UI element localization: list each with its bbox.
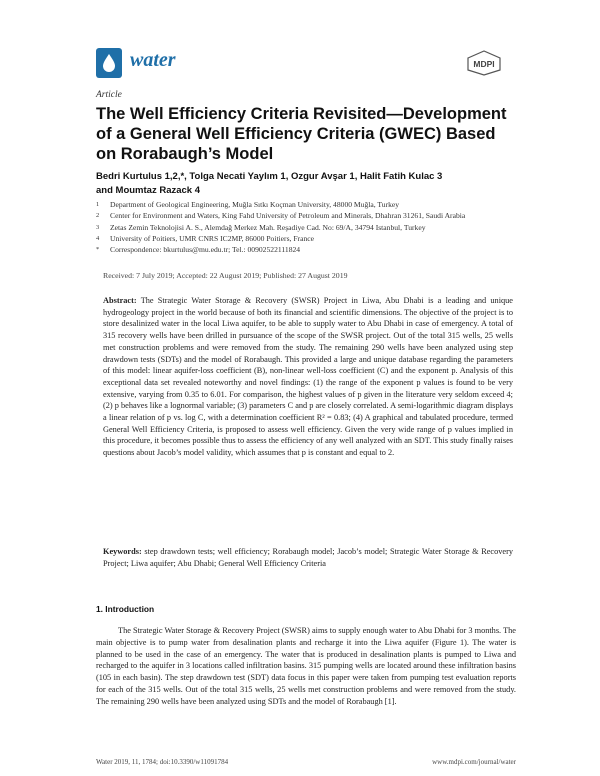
affiliation-number: 3 (96, 223, 100, 231)
journal-name: water (130, 49, 176, 71)
correspondence-text[interactable]: Correspondence: bkurtulus@mu.edu.tr; Tel.: 00902522111824 (110, 245, 301, 255)
affiliation-number: * (96, 246, 100, 254)
affiliation-text: Department of Geological Engineering, Muğla Sıtkı Koçman University, 48000 Muğla, Turkey (110, 200, 400, 209)
authors-line-2: and Moumtaz Razack 4 (96, 185, 200, 196)
affiliation-number: 1 (96, 201, 100, 208)
mdpi-logo-icon (464, 50, 504, 76)
affiliation-item (96, 233, 516, 244)
affiliations (96, 199, 516, 255)
affiliation-number: 4 (96, 234, 100, 242)
water-journal-logo-icon (96, 48, 122, 78)
affiliation-text: Zetas Zemin Teknolojisi A. S., Alemdağ Merkez Mah. Reşadiye Cad. No: 69/A, 34794 Istanbul, Turkey (110, 222, 426, 232)
introduction-text: The Strategic Water Storage & Recovery Project (SWSR) aims to supply enough water to Abu Dhabi for 3 months. The main objective is to pump water from desalination plants and recharge it into the Liwa aquifer (Figure 1). The water is planned to be used in the case of an emergency. The water that is produced in desalination plants is pumped to Liwa and recharged to the aquifer in 3 locations called infiltration basins. 315 pumping wells are located around these infiltration basins (105 in each basin). The step drawdown test (SDT) data focus in this paper were taken from pumping test evaluation reports for each of the 315 wells. Out of the total 315 wells, 25 wells met construction problems and were removed from the study. The remaining 290 wells have been analyzed using SDTs and the model of Rorabaugh [1]. (96, 626, 516, 706)
footer-url[interactable]: www.mdpi.com/journal/water (432, 758, 516, 766)
affiliation-item (96, 222, 516, 233)
abstract (103, 295, 513, 459)
publication-dates: Received: 7 July 2019; Accepted: 22 August 2019; Published: 27 August 2019 (103, 271, 348, 280)
keywords-text: step drawdown tests; well efficiency; Rorabaugh model; Jacob’s model; Strategic Water Storage & Recovery Project; Liwa aquifer; Abu Dhabi; General Well Efficiency Criteria (103, 547, 514, 568)
keywords (103, 546, 513, 569)
article-title: The Well Efficiency Criteria Revisited—Development of a General Well Efficiency Criteria (GWEC) Based on Rorabaugh’s Model (96, 105, 507, 163)
introduction-paragraph (96, 625, 516, 708)
affiliation-number: 2 (96, 212, 100, 220)
affiliation-text: Center for Environment and Waters, King Fahd University of Petroleum and Minerals, Dhahran 31261, Saudi Arabia (110, 211, 466, 221)
abstract-label: Abstract: (103, 296, 137, 305)
affiliation-item (96, 210, 516, 221)
authors-line-1: Bedri Kurtulus 1,2,*, Tolga Necati Yaylım 1, Ozgur Avşar 1, Halit Fatih Kulac 3 (96, 171, 443, 182)
affiliation-item (96, 199, 516, 210)
article-type: Article (96, 90, 122, 100)
section-heading: 1. Introduction (96, 604, 155, 614)
author-list (96, 170, 516, 198)
affiliation-text: University of Poitiers, UMR CNRS IC2MP, 86000 Poitiers, France (110, 233, 314, 243)
footer-citation: Water 2019, 11, 1784; doi:10.3390/w11091784 (96, 758, 229, 766)
abstract-text: The Strategic Water Storage & Recovery (SWSR) Project in Liwa, Abu Dhabi is a leading and unique hydrogeology project in the world because of both its financial and scientific dimensions. The objective of the project is to store desalinized water in the local Liwa aquifer, to be able to supply water to Abu Dhabi in case of emergency. A total of 315 recovery wells have been drilled in pursuance of the scope of the SWSR project. Out of the total 315 wells, 25 wells met construction problems and were removed from the study. The remaining 290 wells have been analyzed using step drawdown tests (SDTs) and the model of Rorabaugh. This provided a large and unique database regarding the parameters of this model: linear aquifer-loss coefficient (B), non-linear well-loss coefficient (C) and the exponent p. Analysis of this exceptional data set revealed noteworthy and novel findings: (1) the range of the exponent p values is found to be very extensive, varying from 0.35 to 6.01. For comparison, the highest values of p given in the literature very seldom exceed 4; (2) p behaves like a lognormal variable; (3) parameters C and p are closely correlated. A semi-logarithmic diagram displays a linear relation of p vs. log C, with a determination coefficient R² = 0.83; (4) A graphical and tabulated procedure, termed General Well Efficiency Criteria, is proposed to assess well efficiency. Given the very wide range of p values implied in this procedure, it becomes possible thus to assess the efficiency of any well analyzed with an SDT. This study finally raises questions about Jacob’s model validity, which assumes that p is constant and equal to 2. (103, 296, 513, 458)
keywords-label: Keywords: (103, 547, 142, 556)
correspondence (96, 244, 516, 255)
mdpi-logo-text: MDPI (473, 59, 495, 69)
